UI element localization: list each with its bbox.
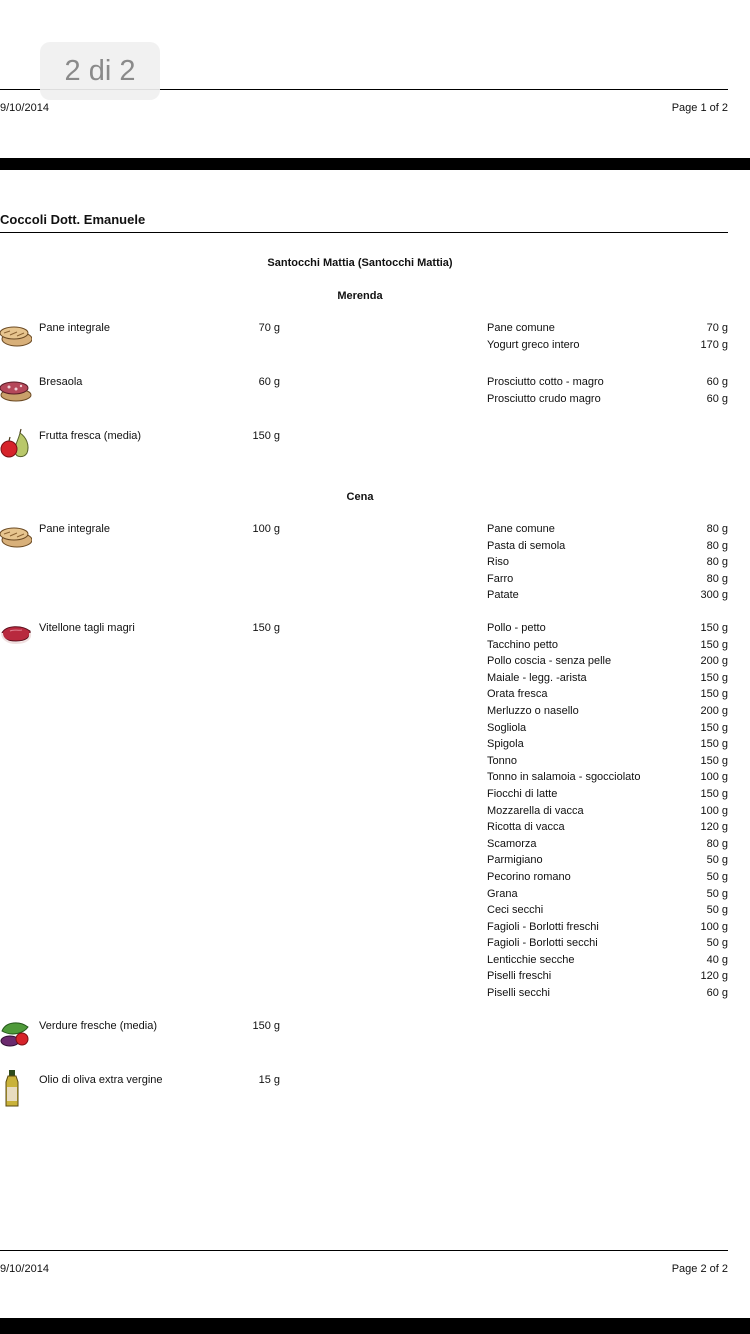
alternatives-list bbox=[487, 321, 728, 354]
alternative-item: Scamorza 80 g bbox=[487, 837, 728, 850]
food-quantity: 15 g bbox=[258, 1074, 280, 1086]
doctor-name: Coccoli Dott. Emanuele bbox=[0, 212, 146, 227]
alternative-item: Lenticchie secche 40 g bbox=[487, 953, 728, 966]
alternative-item: Prosciutto crudo magro 60 g bbox=[487, 392, 728, 405]
alternative-item: Orata fresca 150 g bbox=[487, 688, 728, 701]
page-indicator: 2 di 2 bbox=[40, 42, 160, 100]
header-date: 9/10/2014 bbox=[0, 102, 49, 114]
header-page-number: Page 1 of 2 bbox=[671, 102, 728, 114]
alternatives-list bbox=[487, 375, 728, 408]
alternative-item: Piselli freschi 120 g bbox=[487, 970, 728, 983]
footer-page-number: Page 2 of 2 bbox=[671, 1263, 728, 1275]
alternative-item: Fagioli - Borlotti secchi 50 g bbox=[487, 937, 728, 950]
alternative-item: Pollo - petto 150 g bbox=[487, 622, 728, 634]
food-name: Olio di oliva extra vergine bbox=[39, 1074, 163, 1086]
patient-name: Santocchi Mattia (Santocchi Mattia) bbox=[267, 257, 453, 269]
vegetables-icon bbox=[0, 1017, 32, 1049]
bread-icon bbox=[0, 319, 32, 351]
alternative-item: Pane comune 70 g bbox=[487, 322, 728, 334]
meal-title-merenda: Merenda bbox=[337, 290, 383, 302]
alternative-item: Riso 80 g bbox=[487, 556, 728, 569]
alternative-item: Sogliola 150 g bbox=[487, 721, 728, 734]
alternative-item: Tonno 150 g bbox=[487, 754, 728, 767]
alternative-item: Grana 50 g bbox=[487, 887, 728, 900]
alternative-item: Yogurt greco intero 170 g bbox=[487, 338, 728, 351]
food-quantity: 150 g bbox=[252, 430, 280, 442]
alternative-item: Prosciutto cotto - magro 60 g bbox=[487, 376, 728, 388]
alternative-item: Mozzarella di vacca 100 g bbox=[487, 804, 728, 817]
food-name: Pane integrale bbox=[39, 322, 110, 334]
alternative-item: Merluzzo o nasello 200 g bbox=[487, 704, 728, 717]
food-quantity: 100 g bbox=[252, 523, 280, 535]
footer-rule bbox=[0, 1250, 728, 1251]
alternative-item: Ricotta di vacca 120 g bbox=[487, 821, 728, 834]
footer-date: 9/10/2014 bbox=[0, 1263, 49, 1275]
bread-icon bbox=[0, 520, 32, 552]
alternative-item: Ceci secchi 50 g bbox=[487, 904, 728, 917]
food-name: Bresaola bbox=[39, 376, 83, 388]
fruit-icon bbox=[0, 427, 32, 459]
food-quantity: 150 g bbox=[252, 622, 280, 634]
alternative-item: Tacchino petto 150 g bbox=[487, 638, 728, 651]
alternatives-list bbox=[487, 621, 728, 1003]
meat-icon bbox=[0, 619, 32, 651]
page-separator bbox=[0, 1318, 750, 1334]
alternative-item: Fagioli - Borlotti freschi 100 g bbox=[487, 920, 728, 933]
food-quantity: 60 g bbox=[258, 376, 280, 388]
alternative-item: Pane comune 80 g bbox=[487, 523, 728, 535]
alternative-item: Maiale - legg. -arista 150 g bbox=[487, 671, 728, 684]
doctor-rule bbox=[0, 232, 728, 233]
food-name: Frutta fresca (media) bbox=[39, 430, 142, 442]
alternative-item: Patate 300 g bbox=[487, 589, 728, 602]
alternative-item: Spigola 150 g bbox=[487, 738, 728, 751]
food-quantity: 70 g bbox=[258, 322, 280, 334]
alternative-item: Parmigiano 50 g bbox=[487, 854, 728, 867]
alternative-item: Tonno in salamoia - sgocciolato 100 g bbox=[487, 771, 728, 784]
alternative-item: Piselli secchi 60 g bbox=[487, 987, 728, 1000]
alternatives-list bbox=[487, 522, 728, 605]
food-quantity: 150 g bbox=[252, 1020, 280, 1032]
alternative-item: Pecorino romano 50 g bbox=[487, 870, 728, 883]
food-name: Verdure fresche (media) bbox=[39, 1020, 157, 1032]
food-name: Pane integrale bbox=[39, 523, 110, 535]
alternative-item: Pasta di semola 80 g bbox=[487, 539, 728, 552]
page-separator bbox=[0, 158, 750, 170]
cured-meat-icon bbox=[0, 373, 32, 405]
olive-oil-icon bbox=[0, 1069, 32, 1109]
meal-title-cena: Cena bbox=[346, 491, 374, 503]
alternative-item: Fiocchi di latte 150 g bbox=[487, 787, 728, 800]
alternative-item: Pollo coscia - senza pelle 200 g bbox=[487, 655, 728, 668]
alternative-item: Farro 80 g bbox=[487, 572, 728, 585]
food-name: Vitellone tagli magri bbox=[39, 622, 135, 634]
